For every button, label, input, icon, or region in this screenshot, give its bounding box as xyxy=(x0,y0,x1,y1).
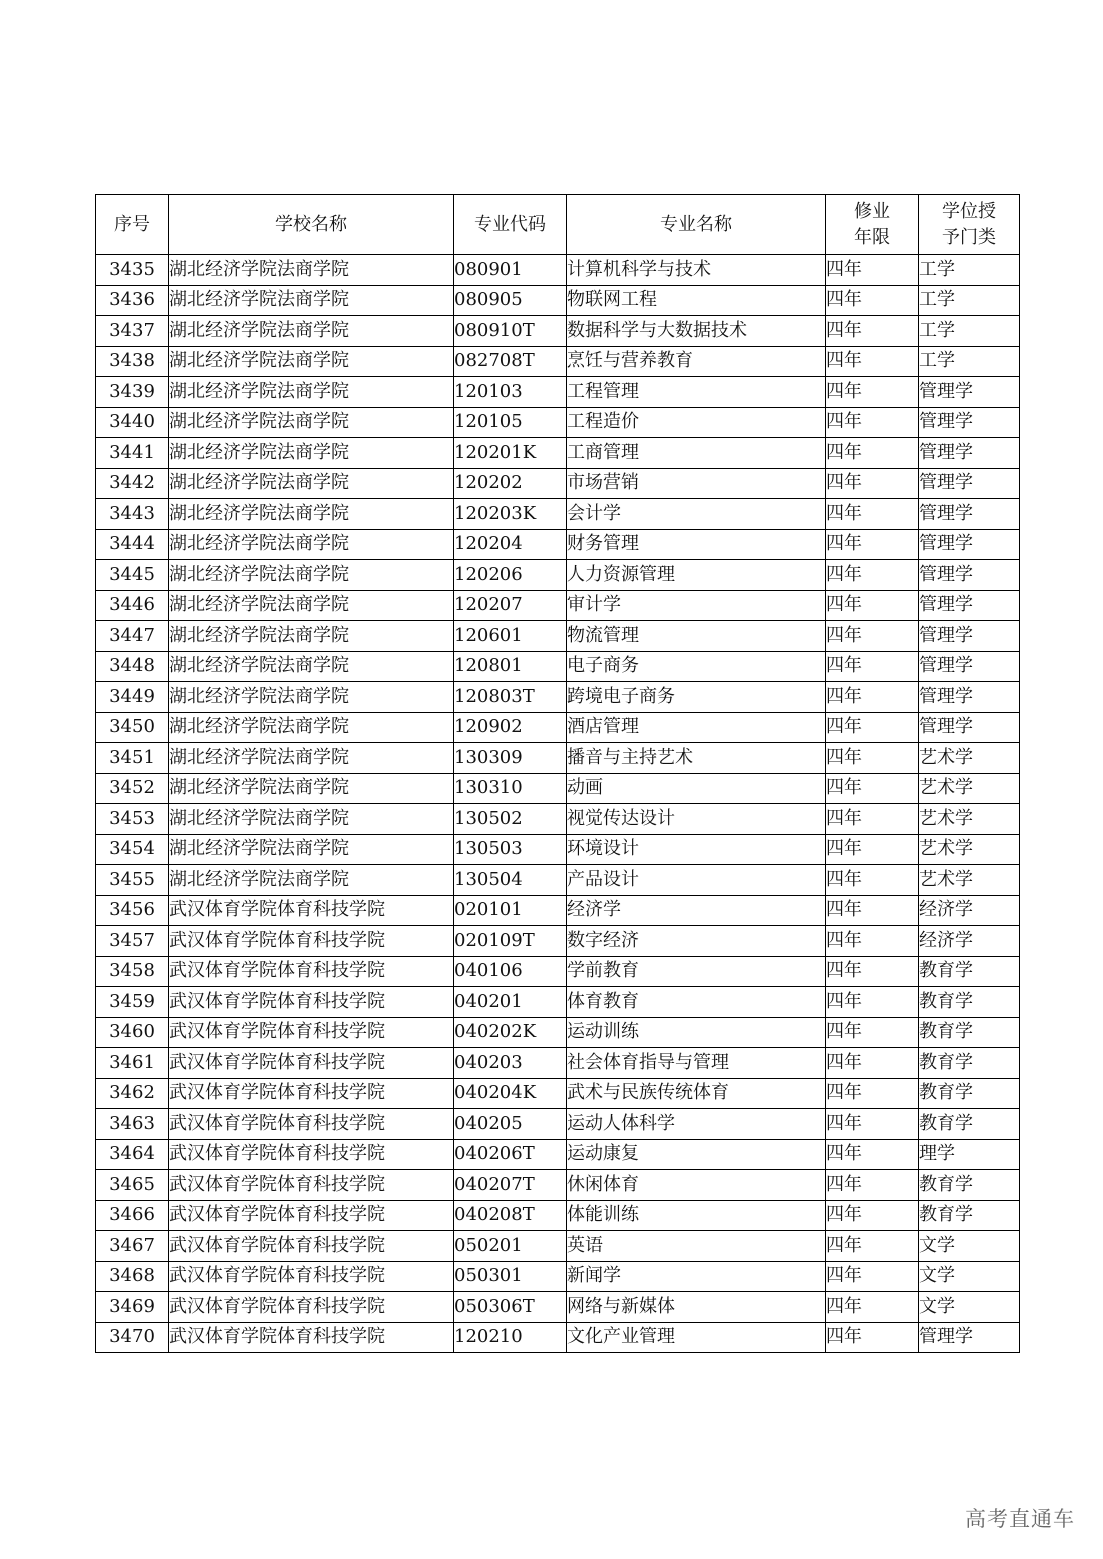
cell-degree: 管理学 xyxy=(919,712,1020,743)
cell-code: 080910T xyxy=(454,316,567,347)
cell-major: 烹饪与营养教育 xyxy=(567,346,826,377)
cell-code: 120801 xyxy=(454,651,567,682)
table-row xyxy=(96,1109,1020,1140)
cell-major: 动画 xyxy=(567,773,826,804)
cell-duration: 四年 xyxy=(826,651,919,682)
cell-degree: 艺术学 xyxy=(919,865,1020,896)
cell-no: 3459 xyxy=(96,987,169,1018)
cell-degree: 管理学 xyxy=(919,651,1020,682)
cell-code: 120201K xyxy=(454,438,567,469)
cell-major: 物流管理 xyxy=(567,621,826,652)
cell-degree: 艺术学 xyxy=(919,773,1020,804)
cell-degree: 管理学 xyxy=(919,438,1020,469)
cell-degree: 艺术学 xyxy=(919,834,1020,865)
cell-school: 武汉体育学院体育科技学院 xyxy=(169,1170,454,1201)
cell-major: 财务管理 xyxy=(567,529,826,560)
cell-duration: 四年 xyxy=(826,865,919,896)
cell-school: 湖北经济学院法商学院 xyxy=(169,560,454,591)
cell-major: 网络与新媒体 xyxy=(567,1292,826,1323)
cell-code: 020101 xyxy=(454,895,567,926)
cell-no: 3451 xyxy=(96,743,169,774)
cell-school: 武汉体育学院体育科技学院 xyxy=(169,1109,454,1140)
cell-major: 休闲体育 xyxy=(567,1170,826,1201)
cell-degree: 教育学 xyxy=(919,1078,1020,1109)
cell-duration: 四年 xyxy=(826,926,919,957)
cell-degree: 工学 xyxy=(919,255,1020,286)
cell-code: 130309 xyxy=(454,743,567,774)
cell-code: 120803T xyxy=(454,682,567,713)
table-row xyxy=(96,590,1020,621)
cell-major: 英语 xyxy=(567,1231,826,1262)
cell-degree: 工学 xyxy=(919,316,1020,347)
cell-major: 人力资源管理 xyxy=(567,560,826,591)
cell-duration: 四年 xyxy=(826,621,919,652)
cell-duration: 四年 xyxy=(826,1292,919,1323)
cell-major: 体育教育 xyxy=(567,987,826,1018)
header-row xyxy=(96,195,1020,255)
cell-no: 3436 xyxy=(96,285,169,316)
cell-school: 武汉体育学院体育科技学院 xyxy=(169,1139,454,1170)
cell-code: 120210 xyxy=(454,1322,567,1353)
cell-major: 审计学 xyxy=(567,590,826,621)
cell-degree: 教育学 xyxy=(919,1109,1020,1140)
cell-school: 湖北经济学院法商学院 xyxy=(169,773,454,804)
cell-degree: 理学 xyxy=(919,1139,1020,1170)
cell-major: 文化产业管理 xyxy=(567,1322,826,1353)
cell-no: 3454 xyxy=(96,834,169,865)
cell-school: 湖北经济学院法商学院 xyxy=(169,804,454,835)
cell-school: 湖北经济学院法商学院 xyxy=(169,346,454,377)
cell-school: 武汉体育学院体育科技学院 xyxy=(169,987,454,1018)
cell-duration: 四年 xyxy=(826,1109,919,1140)
cell-code: 040207T xyxy=(454,1170,567,1201)
cell-no: 3452 xyxy=(96,773,169,804)
cell-degree: 管理学 xyxy=(919,1322,1020,1353)
table-row xyxy=(96,743,1020,774)
table-row xyxy=(96,377,1020,408)
cell-school: 湖北经济学院法商学院 xyxy=(169,468,454,499)
cell-degree: 经济学 xyxy=(919,926,1020,957)
cell-duration: 四年 xyxy=(826,285,919,316)
cell-school: 湖北经济学院法商学院 xyxy=(169,712,454,743)
cell-code: 120202 xyxy=(454,468,567,499)
cell-school: 武汉体育学院体育科技学院 xyxy=(169,1231,454,1262)
cell-code: 040204K xyxy=(454,1078,567,1109)
table-header xyxy=(96,195,1020,255)
majors-table xyxy=(95,194,1020,1353)
header-degree xyxy=(919,195,1020,255)
cell-degree: 管理学 xyxy=(919,407,1020,438)
cell-no: 3465 xyxy=(96,1170,169,1201)
cell-no: 3439 xyxy=(96,377,169,408)
cell-no: 3437 xyxy=(96,316,169,347)
cell-duration: 四年 xyxy=(826,1078,919,1109)
cell-code: 040201 xyxy=(454,987,567,1018)
cell-code: 130310 xyxy=(454,773,567,804)
cell-school: 武汉体育学院体育科技学院 xyxy=(169,1322,454,1353)
cell-duration: 四年 xyxy=(826,438,919,469)
cell-code: 020109T xyxy=(454,926,567,957)
cell-school: 武汉体育学院体育科技学院 xyxy=(169,1292,454,1323)
cell-code: 040206T xyxy=(454,1139,567,1170)
cell-degree: 管理学 xyxy=(919,621,1020,652)
table-row xyxy=(96,987,1020,1018)
cell-code: 040203 xyxy=(454,1048,567,1079)
header-code: 专业代码 xyxy=(454,195,567,255)
cell-school: 湖北经济学院法商学院 xyxy=(169,590,454,621)
table-row xyxy=(96,682,1020,713)
cell-major: 环境设计 xyxy=(567,834,826,865)
cell-major: 体能训练 xyxy=(567,1200,826,1231)
cell-major: 武术与民族传统体育 xyxy=(567,1078,826,1109)
cell-no: 3470 xyxy=(96,1322,169,1353)
cell-major: 工程造价 xyxy=(567,407,826,438)
cell-no: 3444 xyxy=(96,529,169,560)
cell-major: 市场营销 xyxy=(567,468,826,499)
cell-no: 3467 xyxy=(96,1231,169,1262)
cell-code: 120207 xyxy=(454,590,567,621)
watermark-text: 高考直通车 xyxy=(965,1507,1075,1531)
cell-degree: 管理学 xyxy=(919,560,1020,591)
cell-degree: 管理学 xyxy=(919,529,1020,560)
cell-duration: 四年 xyxy=(826,1322,919,1353)
cell-duration: 四年 xyxy=(826,987,919,1018)
cell-school: 湖北经济学院法商学院 xyxy=(169,316,454,347)
cell-duration: 四年 xyxy=(826,255,919,286)
table-row xyxy=(96,255,1020,286)
cell-major: 工程管理 xyxy=(567,377,826,408)
cell-major: 新闻学 xyxy=(567,1261,826,1292)
cell-school: 湖北经济学院法商学院 xyxy=(169,743,454,774)
table-row xyxy=(96,621,1020,652)
cell-no: 3468 xyxy=(96,1261,169,1292)
cell-major: 运动训练 xyxy=(567,1017,826,1048)
table-row xyxy=(96,407,1020,438)
cell-duration: 四年 xyxy=(826,316,919,347)
cell-school: 湖北经济学院法商学院 xyxy=(169,407,454,438)
cell-school: 武汉体育学院体育科技学院 xyxy=(169,895,454,926)
table-row xyxy=(96,529,1020,560)
cell-no: 3460 xyxy=(96,1017,169,1048)
cell-school: 武汉体育学院体育科技学院 xyxy=(169,1261,454,1292)
cell-duration: 四年 xyxy=(826,712,919,743)
header-school: 学校名称 xyxy=(169,195,454,255)
cell-no: 3457 xyxy=(96,926,169,957)
table-body xyxy=(96,255,1020,1353)
cell-code: 040205 xyxy=(454,1109,567,1140)
table-row xyxy=(96,499,1020,530)
cell-major: 运动康复 xyxy=(567,1139,826,1170)
cell-code: 120203K xyxy=(454,499,567,530)
cell-duration: 四年 xyxy=(826,1139,919,1170)
table-row xyxy=(96,468,1020,499)
cell-school: 武汉体育学院体育科技学院 xyxy=(169,926,454,957)
cell-no: 3463 xyxy=(96,1109,169,1140)
cell-degree: 管理学 xyxy=(919,377,1020,408)
cell-major: 视觉传达设计 xyxy=(567,804,826,835)
cell-code: 050201 xyxy=(454,1231,567,1262)
cell-school: 湖北经济学院法商学院 xyxy=(169,285,454,316)
cell-code: 050306T xyxy=(454,1292,567,1323)
cell-school: 湖北经济学院法商学院 xyxy=(169,621,454,652)
cell-school: 湖北经济学院法商学院 xyxy=(169,865,454,896)
cell-duration: 四年 xyxy=(826,407,919,438)
cell-duration: 四年 xyxy=(826,773,919,804)
cell-duration: 四年 xyxy=(826,1200,919,1231)
cell-no: 3462 xyxy=(96,1078,169,1109)
cell-major: 数字经济 xyxy=(567,926,826,957)
cell-school: 湖北经济学院法商学院 xyxy=(169,682,454,713)
table-row xyxy=(96,1200,1020,1231)
cell-major: 数据科学与大数据技术 xyxy=(567,316,826,347)
cell-code: 040208T xyxy=(454,1200,567,1231)
table-row xyxy=(96,1231,1020,1262)
table-row xyxy=(96,1017,1020,1048)
cell-major: 会计学 xyxy=(567,499,826,530)
cell-duration: 四年 xyxy=(826,499,919,530)
cell-degree: 艺术学 xyxy=(919,804,1020,835)
cell-degree: 教育学 xyxy=(919,1200,1020,1231)
table-row xyxy=(96,438,1020,469)
cell-no: 3455 xyxy=(96,865,169,896)
cell-code: 120103 xyxy=(454,377,567,408)
header-duration xyxy=(826,195,919,255)
cell-major: 跨境电子商务 xyxy=(567,682,826,713)
cell-degree: 文学 xyxy=(919,1231,1020,1262)
cell-degree: 经济学 xyxy=(919,895,1020,926)
table-row xyxy=(96,560,1020,591)
table-row xyxy=(96,773,1020,804)
cell-major: 计算机科学与技术 xyxy=(567,255,826,286)
cell-no: 3447 xyxy=(96,621,169,652)
cell-school: 武汉体育学院体育科技学院 xyxy=(169,1017,454,1048)
cell-no: 3466 xyxy=(96,1200,169,1231)
cell-degree: 艺术学 xyxy=(919,743,1020,774)
cell-code: 120105 xyxy=(454,407,567,438)
cell-no: 3449 xyxy=(96,682,169,713)
cell-school: 武汉体育学院体育科技学院 xyxy=(169,1200,454,1231)
cell-code: 050301 xyxy=(454,1261,567,1292)
cell-no: 3441 xyxy=(96,438,169,469)
cell-duration: 四年 xyxy=(826,377,919,408)
cell-duration: 四年 xyxy=(826,895,919,926)
cell-duration: 四年 xyxy=(826,682,919,713)
cell-code: 080901 xyxy=(454,255,567,286)
cell-code: 130504 xyxy=(454,865,567,896)
cell-no: 3461 xyxy=(96,1048,169,1079)
cell-degree: 管理学 xyxy=(919,682,1020,713)
cell-degree: 文学 xyxy=(919,1261,1020,1292)
cell-major: 社会体育指导与管理 xyxy=(567,1048,826,1079)
table-row xyxy=(96,1170,1020,1201)
cell-no: 3456 xyxy=(96,895,169,926)
table-row xyxy=(96,926,1020,957)
cell-school: 湖北经济学院法商学院 xyxy=(169,651,454,682)
table-row xyxy=(96,651,1020,682)
cell-school: 武汉体育学院体育科技学院 xyxy=(169,1078,454,1109)
table-row xyxy=(96,1322,1020,1353)
table-row xyxy=(96,346,1020,377)
cell-duration: 四年 xyxy=(826,956,919,987)
cell-school: 武汉体育学院体育科技学院 xyxy=(169,956,454,987)
cell-duration: 四年 xyxy=(826,529,919,560)
table-row xyxy=(96,1048,1020,1079)
cell-duration: 四年 xyxy=(826,743,919,774)
header-duration-line-2: 年限 xyxy=(854,226,890,248)
table-row xyxy=(96,1078,1020,1109)
cell-no: 3435 xyxy=(96,255,169,286)
cell-duration: 四年 xyxy=(826,1017,919,1048)
cell-degree: 工学 xyxy=(919,285,1020,316)
cell-school: 湖北经济学院法商学院 xyxy=(169,255,454,286)
cell-code: 080905 xyxy=(454,285,567,316)
cell-duration: 四年 xyxy=(826,346,919,377)
table-row xyxy=(96,865,1020,896)
cell-duration: 四年 xyxy=(826,468,919,499)
cell-major: 工商管理 xyxy=(567,438,826,469)
cell-school: 湖北经济学院法商学院 xyxy=(169,377,454,408)
cell-code: 120204 xyxy=(454,529,567,560)
cell-code: 040202K xyxy=(454,1017,567,1048)
cell-duration: 四年 xyxy=(826,834,919,865)
cell-no: 3458 xyxy=(96,956,169,987)
cell-no: 3469 xyxy=(96,1292,169,1323)
cell-no: 3443 xyxy=(96,499,169,530)
cell-duration: 四年 xyxy=(826,1048,919,1079)
cell-duration: 四年 xyxy=(826,1261,919,1292)
cell-no: 3448 xyxy=(96,651,169,682)
table-row xyxy=(96,316,1020,347)
cell-major: 物联网工程 xyxy=(567,285,826,316)
cell-code: 130502 xyxy=(454,804,567,835)
cell-no: 3450 xyxy=(96,712,169,743)
cell-major: 学前教育 xyxy=(567,956,826,987)
cell-degree: 教育学 xyxy=(919,1017,1020,1048)
header-degree-line-1: 学位授 xyxy=(942,200,996,222)
cell-degree: 管理学 xyxy=(919,499,1020,530)
cell-code: 120902 xyxy=(454,712,567,743)
cell-school: 湖北经济学院法商学院 xyxy=(169,499,454,530)
table-row xyxy=(96,1292,1020,1323)
cell-duration: 四年 xyxy=(826,560,919,591)
cell-major: 产品设计 xyxy=(567,865,826,896)
cell-code: 040106 xyxy=(454,956,567,987)
table-row xyxy=(96,804,1020,835)
cell-code: 082708T xyxy=(454,346,567,377)
cell-code: 130503 xyxy=(454,834,567,865)
cell-degree: 教育学 xyxy=(919,987,1020,1018)
cell-school: 武汉体育学院体育科技学院 xyxy=(169,1048,454,1079)
header-degree-line-2: 予门类 xyxy=(942,226,996,248)
cell-duration: 四年 xyxy=(826,1231,919,1262)
cell-major: 电子商务 xyxy=(567,651,826,682)
cell-duration: 四年 xyxy=(826,804,919,835)
cell-no: 3438 xyxy=(96,346,169,377)
cell-no: 3440 xyxy=(96,407,169,438)
table-row xyxy=(96,1261,1020,1292)
cell-major: 经济学 xyxy=(567,895,826,926)
header-major: 专业名称 xyxy=(567,195,826,255)
cell-school: 湖北经济学院法商学院 xyxy=(169,529,454,560)
table-row xyxy=(96,285,1020,316)
cell-major: 运动人体科学 xyxy=(567,1109,826,1140)
header-no: 序号 xyxy=(96,195,169,255)
cell-no: 3464 xyxy=(96,1139,169,1170)
cell-degree: 管理学 xyxy=(919,590,1020,621)
cell-no: 3442 xyxy=(96,468,169,499)
cell-major: 播音与主持艺术 xyxy=(567,743,826,774)
cell-no: 3446 xyxy=(96,590,169,621)
cell-degree: 工学 xyxy=(919,346,1020,377)
cell-duration: 四年 xyxy=(826,590,919,621)
cell-school: 湖北经济学院法商学院 xyxy=(169,834,454,865)
header-duration-line-1: 修业 xyxy=(854,200,890,222)
table-row xyxy=(96,834,1020,865)
table-row xyxy=(96,895,1020,926)
table-row xyxy=(96,712,1020,743)
cell-degree: 教育学 xyxy=(919,1170,1020,1201)
cell-degree: 文学 xyxy=(919,1292,1020,1323)
cell-major: 酒店管理 xyxy=(567,712,826,743)
cell-degree: 教育学 xyxy=(919,1048,1020,1079)
cell-code: 120601 xyxy=(454,621,567,652)
cell-degree: 教育学 xyxy=(919,956,1020,987)
table-row xyxy=(96,1139,1020,1170)
cell-no: 3445 xyxy=(96,560,169,591)
cell-duration: 四年 xyxy=(826,1170,919,1201)
cell-no: 3453 xyxy=(96,804,169,835)
cell-code: 120206 xyxy=(454,560,567,591)
cell-degree: 管理学 xyxy=(919,468,1020,499)
table-row xyxy=(96,956,1020,987)
cell-school: 湖北经济学院法商学院 xyxy=(169,438,454,469)
